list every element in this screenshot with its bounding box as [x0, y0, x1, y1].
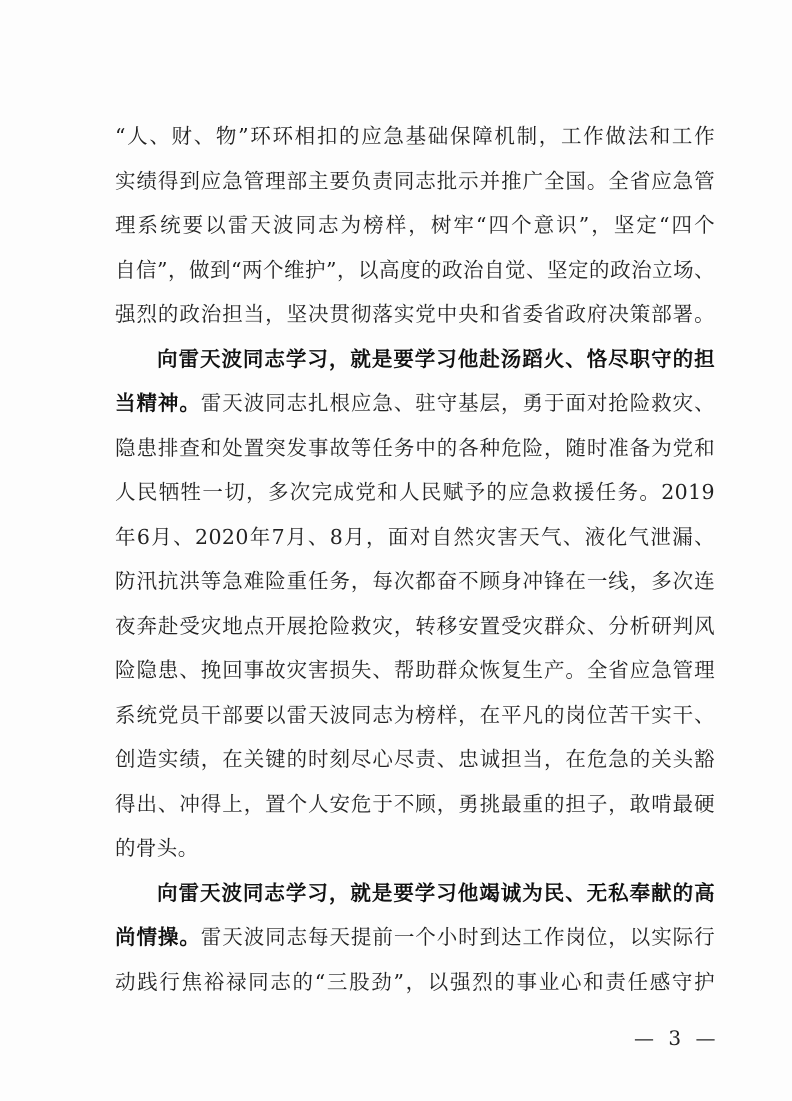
text-line: 创造实绩，在关键的时刻尽心尽责、忠诚担当，在危急的关头豁: [115, 747, 715, 771]
text-line: [115, 915, 715, 960]
bold-lead-text: 当精神。: [115, 391, 201, 415]
text-line: 强烈的政治担当，坚决贯彻落实党中央和省委省政府决策部署。: [115, 302, 715, 326]
text-line: 动践行焦裕禄同志的“三股劲”，以强烈的事业心和责任感守护: [115, 969, 715, 994]
text-span: 雷天波同志扎根应急、驻守基层，勇于面对抢险救灾、: [200, 391, 715, 415]
text-line: [115, 381, 715, 426]
text-span: 雷天波同志每天提前一个小时到达工作岗位，以实际行: [200, 925, 715, 949]
text-line: 的骨头。: [115, 836, 199, 860]
text-line: 防汛抗洪等急难险重任务，每次都奋不顾身冲锋在一线，多次连: [115, 569, 715, 593]
text-line: 夜奔赴受灾地点开展抢险救灾，转移安置受灾群众、分析研判风: [115, 613, 715, 638]
text-line: 理系统要以雷天波同志为榜样，树牢“四个意识”，坚定“四个: [115, 213, 715, 237]
text-line: [115, 337, 715, 382]
text-line: 自信”，做到“两个维护”，以高度的政治自觉、坚定的政治立场、: [115, 257, 715, 282]
text-line: [115, 871, 715, 916]
text-line: 实绩得到应急管理部主要负责同志批示并推广全国。全省应急管: [115, 168, 715, 193]
text-line: 年6月、2020年7月、8月，面对自然灾害天气、液化气泄漏、: [115, 524, 715, 549]
bold-lead-text: 向雷天波同志学习，就是要学习他赴汤蹈火、恪尽职守的担: [157, 346, 715, 371]
text-line: 系统党员干部要以雷天波同志为榜样，在平凡的岗位苦干实干、: [115, 702, 715, 727]
text-line: 得出、冲得上，置个人安危于不顾，勇挑最重的担子，敢啃最硬: [115, 791, 715, 816]
body-text: [115, 114, 715, 1004]
bold-lead-text: 向雷天波同志学习，就是要学习他竭诚为民、无私奉献的高: [157, 880, 715, 905]
text-line: 隐患排查和处置突发事故等任务中的各种危险，随时准备为党和: [115, 435, 715, 460]
text-line: “人、财、物”环环相扣的应急基础保障机制，工作做法和工作: [115, 124, 715, 148]
page-number: — 3 —: [634, 1026, 720, 1050]
text-line: 人民牺牲一切，多次完成党和人民赋予的应急救援任务。2019: [115, 480, 715, 504]
bold-lead-text: 尚情操。: [115, 925, 201, 949]
text-line: 险隐患、挽回事故灾害损失、帮助群众恢复生产。全省应急管理: [115, 658, 715, 682]
